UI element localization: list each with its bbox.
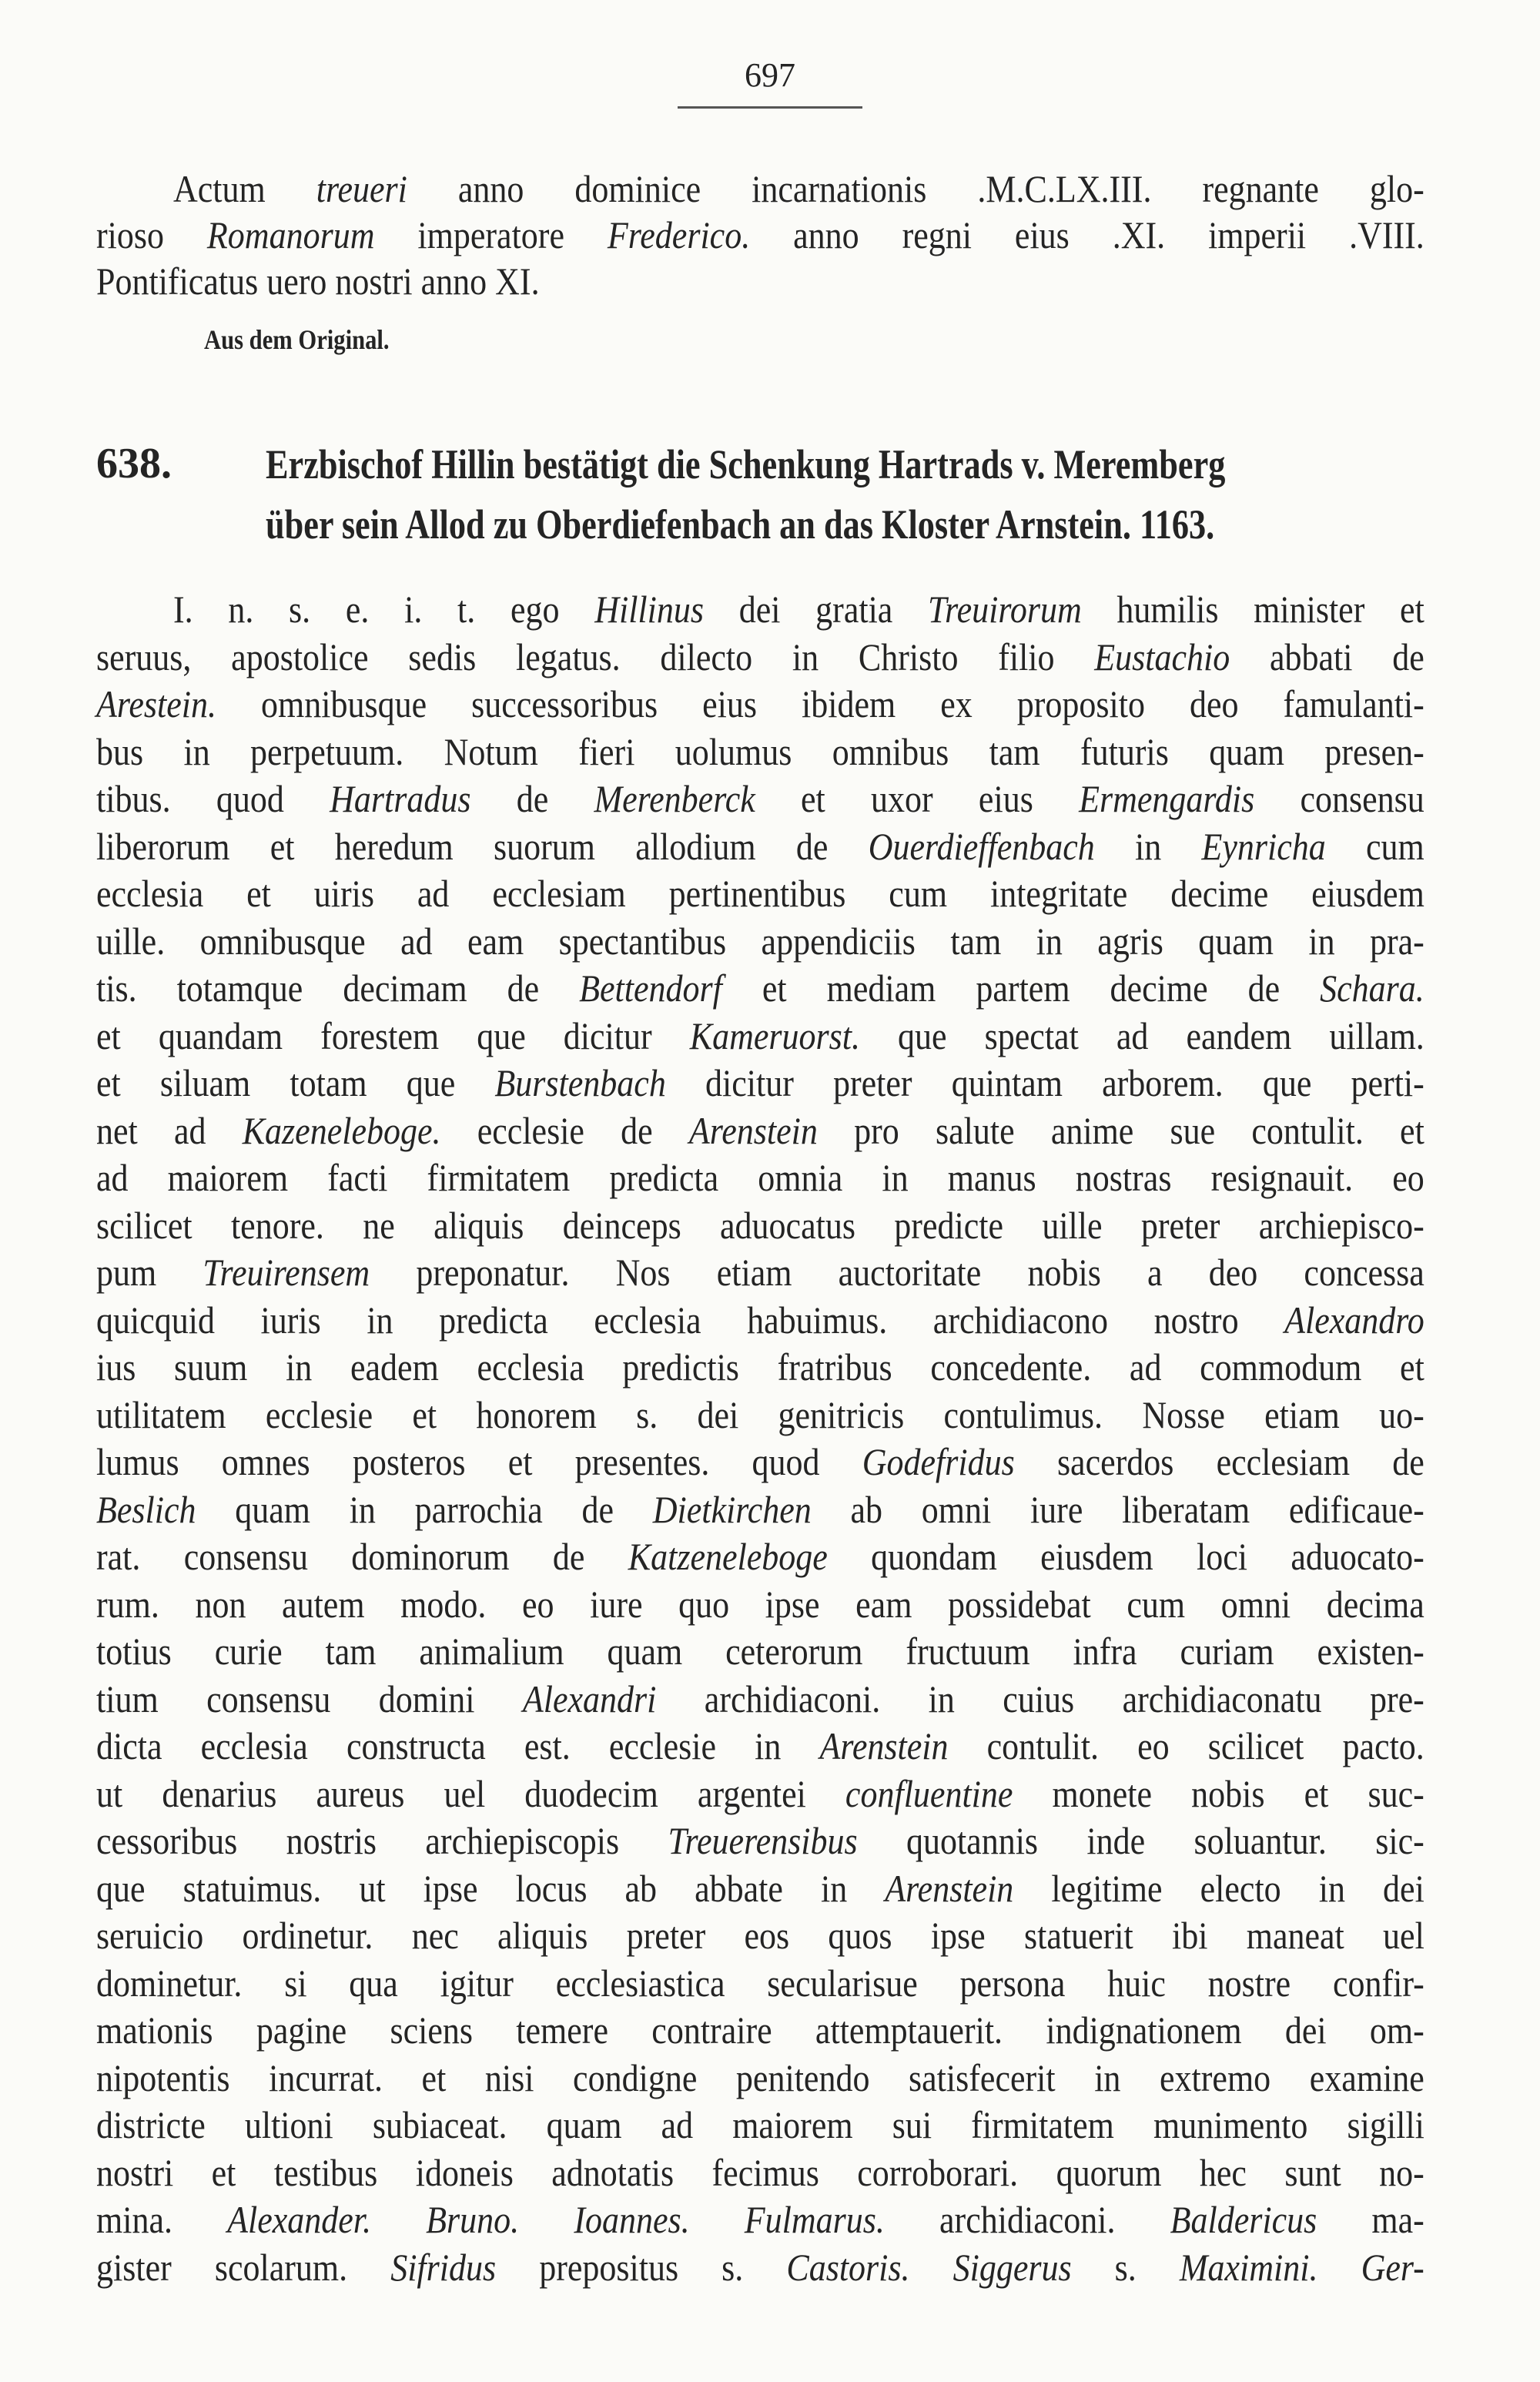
text-line <box>96 1248 1424 1296</box>
text-line <box>96 964 1424 1012</box>
text-run: prepositus s. <box>496 2245 787 2289</box>
italic-name: confluentine <box>845 1771 1013 1815</box>
italic-name: Treuirensem <box>203 1251 370 1294</box>
text-line <box>96 1201 1424 1249</box>
text-run: archidiaconi. in cuius archidiaconatu pre- <box>656 1677 1424 1720</box>
text-run: dei gratia <box>704 588 929 631</box>
italic-name: Arenstein <box>885 1866 1014 1910</box>
text-run: rioso <box>96 213 207 256</box>
text-run: districte ultioni subiaceat. quam ad maiorem sui firmitatem munimento sigilli <box>96 2103 1424 2146</box>
italic-name: Baldericus <box>1170 2198 1317 2241</box>
italic-name: Romanorum <box>206 213 375 256</box>
text-run: sacerdos ecclesiam de <box>1014 1440 1424 1483</box>
text-line <box>96 775 1424 822</box>
text-line <box>96 1391 1424 1439</box>
page-number: 697 <box>745 56 795 94</box>
text-run: monete nobis et suc- <box>1013 1771 1424 1815</box>
text-run: dicitur preter quintam arborem. que perti- <box>665 1061 1424 1104</box>
text-run: gister scolarum. <box>96 2245 391 2289</box>
text-run: nostri et testibus idoneis adnotatis fecimus corroborari. quorum hec sunt no- <box>96 2150 1424 2194</box>
italic-name: Maximini. Ger- <box>1179 2245 1424 2289</box>
text-run: preponatur. Nos etiam auctoritate nobis a deo concessa <box>370 1251 1424 1294</box>
italic-name: Eynricha <box>1201 824 1326 868</box>
italic-name: Beslich <box>96 1487 196 1531</box>
text-line <box>96 680 1424 728</box>
text-run: Pontificatus uero nostri anno XI. <box>96 260 540 303</box>
text-run: humilis minister et <box>1081 588 1424 631</box>
text-line <box>96 1438 1424 1486</box>
italic-name: Hartradus <box>330 777 471 820</box>
text-run: Actum <box>173 167 316 210</box>
text-run: seruus, apostolice sedis legatus. dilecto in Christo filio <box>96 635 1095 678</box>
italic-name: Katzeneleboge <box>628 1535 828 1578</box>
text-line <box>96 1343 1424 1391</box>
text-line <box>96 1959 1424 2007</box>
text-run: seruicio ordinetur. nec aliquis preter eos quos ipse statuerit ibi maneat uel <box>96 1914 1424 1957</box>
text-run: in <box>1094 824 1202 868</box>
text-run: net ad <box>96 1108 243 1152</box>
italic-name: Castoris. Siggerus <box>786 2245 1072 2289</box>
text-run: que statuimus. ut ipse locus ab abbate in <box>96 1866 886 1910</box>
text-run: I. n. s. e. i. t. ego <box>173 588 595 631</box>
text-run: liberorum et heredum suorum allodium de <box>96 824 869 868</box>
italic-name: Treuirorum <box>928 588 1082 631</box>
italic-name: Arenstein <box>688 1108 818 1152</box>
document-title-line-1: Erzbischof Hillin bestätigt die Schenkung Hartrads v. Meremberg <box>266 441 1226 487</box>
text-run: lumus omnes posteros et presentes. quod <box>96 1440 862 1483</box>
text-run: abbati de <box>1230 635 1424 678</box>
text-line <box>96 917 1424 965</box>
text-run: mina. <box>96 2198 228 2241</box>
text-run: imperatore <box>374 213 608 256</box>
text-run: bus in perpetuum. Notum fieri uolumus omnibus tam futuris quam presen- <box>96 729 1424 773</box>
italic-name: Alexandri <box>522 1677 657 1720</box>
italic-name: Ermengardis <box>1079 777 1255 820</box>
text-line <box>96 2196 1424 2243</box>
text-line <box>96 1911 1424 1959</box>
header-rule <box>678 106 862 109</box>
italic-name: Bettendorf <box>579 967 722 1010</box>
text-run: et siluam totam que <box>96 1061 495 1104</box>
text-run: et mediam partem decime de <box>721 967 1321 1010</box>
text-line <box>96 2006 1424 2054</box>
text-run: quam in parrochia de <box>196 1487 653 1531</box>
italic-name: Dietkirchen <box>652 1487 812 1531</box>
text-line <box>96 1722 1424 1770</box>
text-run: rum. non autem modo. eo iure quo ipse eam possidebat cum omni decima <box>96 1582 1424 1626</box>
text-line <box>96 633 1424 681</box>
text-line <box>173 585 1424 633</box>
text-run: dominetur. si qua igitur ecclesiastica secularisue persona huic nostre confir- <box>96 1961 1424 2005</box>
italic-name: Kameruorst. <box>689 1013 860 1057</box>
text-run: nipotentis incurrat. et nisi condigne penitendo satisfecerit in extremo examine <box>96 2055 1424 2099</box>
text-line <box>96 728 1424 776</box>
text-line <box>96 1154 1424 1201</box>
text-line <box>96 1296 1424 1344</box>
text-run: quondam eiusdem loci aduocato- <box>827 1535 1424 1578</box>
text-line <box>96 2149 1424 2196</box>
source-note: Aus dem Original. <box>204 324 390 355</box>
text-run: et quandam forestem que dicitur <box>96 1013 690 1057</box>
text-line <box>96 1627 1424 1675</box>
italic-name: Schara. <box>1320 967 1424 1010</box>
text-run: cum <box>1325 824 1424 868</box>
text-line <box>96 2054 1424 2102</box>
text-line <box>96 2101 1424 2149</box>
italic-name: Hillinus <box>594 588 705 631</box>
text-run: legitime electo in dei <box>1013 1866 1424 1910</box>
document-title-line-2: über sein Allod zu Oberdiefenbach an das Kloster Arnstein. 1163. <box>266 501 1215 548</box>
text-run: ma- <box>1317 2198 1424 2241</box>
text-line <box>96 1012 1424 1060</box>
italic-name: Kazeneleboge. <box>242 1108 441 1152</box>
text-line <box>96 1675 1424 1723</box>
text-run: dicta ecclesia constructa est. ecclesie in <box>96 1724 820 1767</box>
text-run: contulit. eo scilicet pacto. <box>948 1724 1424 1767</box>
text-run: quicquid iuris in predicta ecclesia habuimus. archidiacono nostro <box>96 1298 1285 1342</box>
text-run: tium consensu domini <box>96 1677 523 1720</box>
text-run: de <box>470 777 594 820</box>
text-run: consensu <box>1254 777 1424 820</box>
italic-name: Alexander. Bruno. Ioannes. Fulmarus. <box>227 2198 885 2241</box>
italic-name: Ouerdieffenbach <box>868 824 1095 868</box>
text-line <box>96 257 1424 305</box>
text-line <box>96 1580 1424 1628</box>
italic-name: Burstenbach <box>494 1061 666 1104</box>
text-run: ius suum in eadem ecclesia predictis fratribus concedente. ad commodum et <box>96 1345 1424 1389</box>
italic-name: Arestein. <box>96 682 217 725</box>
text-line <box>96 1486 1424 1533</box>
text-run: ut denarius aureus uel duodecim argentei <box>96 1771 845 1815</box>
italic-name: Frederico. <box>607 213 751 256</box>
text-run: ecclesia et uiris ad ecclesiam pertinentibus cum integritate decime eiusdem <box>96 872 1424 915</box>
text-line <box>96 211 1424 259</box>
text-run: quotannis inde soluantur. sic- <box>857 1819 1424 1862</box>
italic-name: Treuerensibus <box>668 1819 858 1862</box>
text-run: anno regni eius .XI. imperii .VIII. <box>750 213 1424 256</box>
text-run: tis. totamque decimam de <box>96 967 580 1010</box>
text-line <box>96 1107 1424 1154</box>
text-run: rat. consensu dominorum de <box>96 1535 628 1578</box>
text-run: tibus. quod <box>96 777 330 820</box>
text-run: pum <box>96 1251 203 1294</box>
text-run: ab omni iure liberatam edificaue- <box>811 1487 1424 1531</box>
italic-name: treueri <box>316 167 407 210</box>
text-run: ad maiorem facti firmitatem predicta omnia in manus nostras resignauit. eo <box>96 1156 1424 1199</box>
text-run: cessoribus nostris archiepiscopis <box>96 1819 668 1862</box>
text-run: scilicet tenore. ne aliquis deinceps aduocatus predicte uille preter archiepisco- <box>96 1203 1424 1247</box>
text-line <box>96 1770 1424 1817</box>
text-line <box>96 1533 1424 1580</box>
text-line <box>173 165 1424 213</box>
text-run: omnibusque successoribus eius ibidem ex proposito deo famulanti- <box>216 682 1424 725</box>
text-line <box>96 822 1424 870</box>
text-line <box>96 2243 1424 2291</box>
text-run: que spectat ad eandem uillam. <box>859 1013 1424 1057</box>
text-run: utilitatem ecclesie et honorem s. dei genitricis contulimus. Nosse etiam uo- <box>96 1392 1424 1436</box>
text-run: ecclesie de <box>440 1108 689 1152</box>
document-number: 638. <box>96 440 172 487</box>
text-line <box>96 1864 1424 1912</box>
text-line <box>96 869 1424 917</box>
text-line <box>96 1059 1424 1107</box>
text-run: mationis pagine sciens temere contraire attemptauerit. indignationem dei om- <box>96 2008 1424 2052</box>
text-run: et uxor eius <box>755 777 1080 820</box>
italic-name: Alexandro <box>1284 1298 1424 1342</box>
italic-name: Sifridus <box>390 2245 497 2289</box>
text-run: totius curie tam animalium quam ceterorum fructuum infra curiam existen- <box>96 1630 1424 1673</box>
italic-name: Arenstein <box>819 1724 949 1767</box>
text-line <box>96 1817 1424 1864</box>
text-run: uille. omnibusque ad eam spectantibus appendiciis tam in agris quam in pra- <box>96 919 1424 963</box>
italic-name: Eustachio <box>1094 635 1230 678</box>
text-run: archidiaconi. <box>884 2198 1170 2241</box>
text-run: s. <box>1071 2245 1180 2289</box>
italic-name: Godefridus <box>862 1440 1015 1483</box>
text-run: pro salute anime sue contulit. et <box>817 1108 1424 1152</box>
italic-name: Merenberck <box>594 777 755 820</box>
text-run: anno dominice incarnationis .M.C.LX.III. regnante glo- <box>407 167 1424 210</box>
